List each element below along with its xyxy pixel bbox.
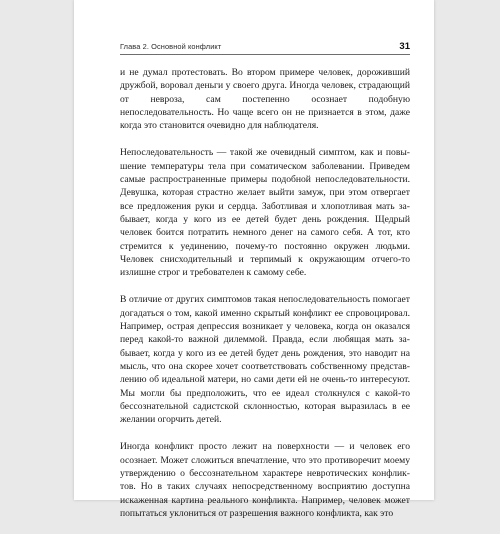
book-page	[74, 0, 434, 519]
paragraph: Иногда конфликт просто лежит на поверхности — и человек его осознает. Может сложиться впечатление, что это противоречит моему утверждению о бессознательном характере невротических конфликтов. Но в таких случаях непосредственному восприятию доступна искаженная картина реального конфликта. Например, человек может попытаться уклониться от разрешения важного конфликта, как это	[120, 441, 410, 519]
running-head: Глава 2. Основной конфликт	[120, 42, 222, 51]
paragraph: и не думал протестовать. Во втором примере человек, дороживший дружбой, воровал деньги у своего друга. Иногда человек, страдающий от невроза, сам постепенно осознает подобную непоследовательность. Но чаще всего он не признается в этом, даже когда это становится очевидно для наблюдателя.	[120, 67, 410, 132]
page-number: 31	[399, 41, 410, 52]
page-header	[120, 38, 410, 55]
paragraph: Непоследовательность — такой же очевидный симптом, как и повышение температуры тела при соматическом заболевании. Приведем самые распространенные примеры подобной непоследовательности. Девушка, которая страстно желает выйти замуж, при этом отвергает все предложения руки и сердца. Заботливая и хлопотливая мать забывает, когда у кого из ее детей будет день рождения. Щедрый человек боится потратить немного денег на самого себя. А тот, кто стремится к уединению, почему-то постоянно окружен людьми. Человек снисходительный и терпимый к окружающим отчего-то излишне строг и требователен к самому себе.	[120, 147, 410, 279]
paragraph: В отличие от других симптомов такая непоследовательность помогает догадаться о том, какой именно скрытый конфликт ее спровоцировал. Например, острая депрессия возникает у человека, когда он оказался перед какой-то важной дилеммой. Правда, если любящая мать забывает, когда у кого из ее детей будет день рождения, это наводит на мысль, что она скорее хочет соответствовать собственному представлению об идеальной матери, но сами дети ей не очень-то интересуют. Мы могли бы предположить, что ее идеал столкнулся с какой-то бессознательной садистской склонностью, которая выразилась в ее желании огорчить детей.	[120, 294, 410, 426]
page-body	[120, 66, 410, 534]
